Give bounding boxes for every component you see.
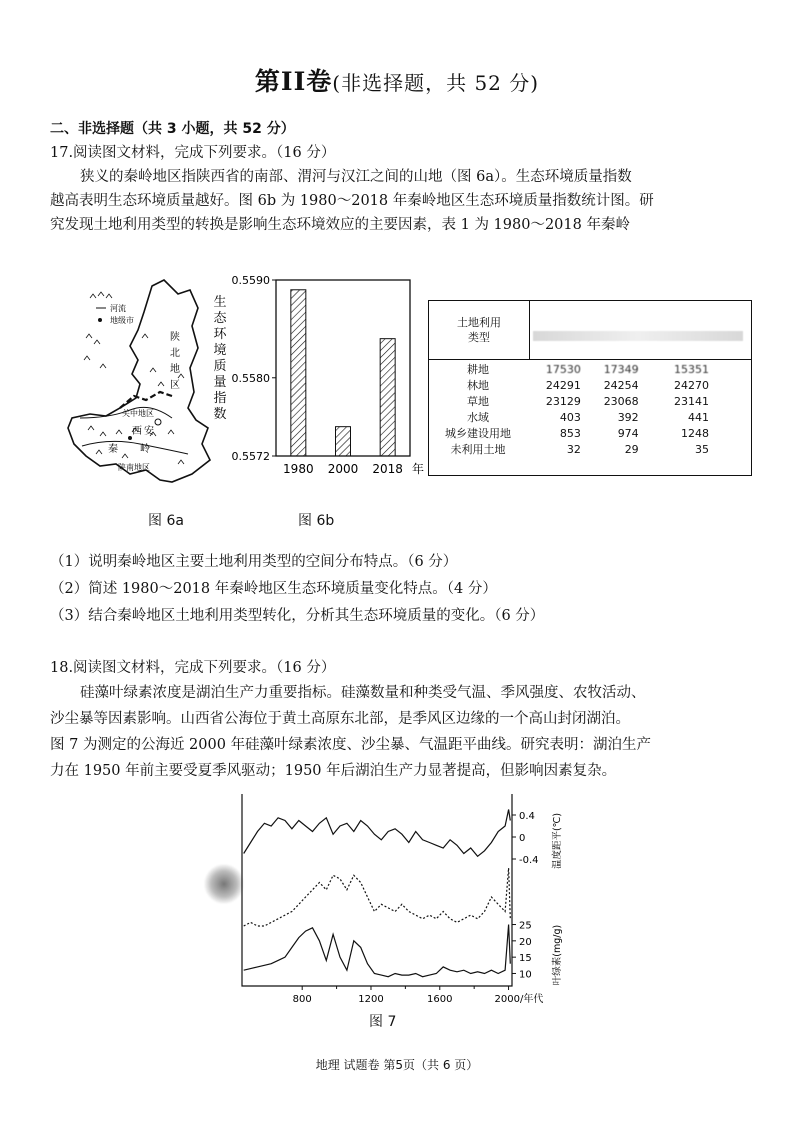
- row-value: 1248: [681, 426, 709, 440]
- map-label-xi: 西: [132, 426, 142, 437]
- q18-prompt: 18.阅读图文材料，完成下列要求。（16 分）: [50, 660, 336, 676]
- row-type: 未利用土地: [450, 443, 506, 456]
- row-value: 24291: [545, 378, 581, 392]
- q17-para-line-3: 究发现土地利用类型的转换是影响生态环境效应的主要因素，表 1 为 1980～2018 年秦岭: [50, 217, 630, 233]
- table-header-line-2: 类型: [468, 331, 490, 344]
- q17-question-3: （3）结合秦岭地区土地利用类型转化，分析其生态环境质量的变化。（6 分）: [50, 608, 545, 624]
- table-header-cell: [429, 315, 529, 345]
- x-tick-label: 2000/年代: [494, 994, 544, 1005]
- row-type: 林地: [467, 379, 489, 392]
- series-axis-title: 温度距平(℃): [552, 812, 563, 870]
- y-axis-title-char: 境: [213, 343, 227, 358]
- table-row: [429, 361, 749, 377]
- row-value: 17530: [545, 362, 581, 376]
- row-value: 403: [559, 410, 581, 424]
- mountain-symbols: [84, 292, 184, 464]
- right-axis-tick-label: 25: [519, 920, 532, 932]
- right-axis-tick-label: 0.4: [519, 811, 535, 822]
- x-tick-label: 800: [292, 994, 312, 1005]
- row-value: 35: [695, 442, 709, 456]
- map-label-di: 地: [170, 364, 180, 375]
- series-line-0: [244, 810, 511, 857]
- right-axis-tick-label: -0.4: [519, 855, 539, 866]
- map-label-qin: 秦: [108, 444, 118, 455]
- q17-prompt: 17.阅读图文材料，完成下列要求。（16 分）: [50, 145, 336, 161]
- map-label-river: 河流: [110, 304, 126, 313]
- map-label-bei: 北: [170, 348, 180, 359]
- row-value: 23141: [674, 394, 709, 408]
- y-axis-title-char: 态: [213, 311, 227, 326]
- figure-7-series: [244, 810, 511, 977]
- bar-2018: [380, 339, 395, 456]
- land-use-table-body: [429, 361, 749, 457]
- row-type: 耕地: [467, 363, 489, 376]
- y-axis-title-char: 环: [213, 327, 227, 342]
- series-line-2: [244, 925, 511, 977]
- right-axis-tick-label: 10: [519, 969, 532, 981]
- map-label-city: 地级市: [110, 316, 134, 325]
- row-value: 23068: [603, 394, 639, 408]
- right-axis-tick-label: 15: [519, 953, 532, 965]
- q17-para-line-1: 狭义的秦岭地区指陕西省的南部、渭河与汉江之间的山地（图 6a）。生态环境质量指数: [80, 169, 632, 185]
- q18-para-line-3: 图 7 为测定的公海近 2000 年硅藻叶绿素浓度、沙尘暴、气温距平曲线。研究表明：湖泊生产: [50, 737, 652, 753]
- bar-chart-bars: [291, 290, 395, 456]
- title-main: 第II卷: [254, 67, 333, 96]
- y-tick-label: 0.5580: [231, 371, 270, 385]
- figure-6a-map: [60, 268, 220, 508]
- row-value: 29: [624, 442, 639, 456]
- row-value: 392: [617, 410, 639, 424]
- map-label-shan: 陕: [170, 332, 180, 343]
- series-line-1: [244, 868, 511, 926]
- q18-para-line-4: 力在 1950 年前主要受夏季风驱动；1950 年后湖泊生产力显著提高，但影响因素复杂。: [50, 763, 617, 779]
- table-row: [429, 377, 749, 393]
- smudged-axis-label: [204, 864, 244, 904]
- right-axis-tick-label: 20: [519, 936, 532, 948]
- x-tick-label: 1980: [283, 462, 314, 476]
- table-header-line-1: 土地利用: [457, 316, 501, 329]
- y-tick-label: 0.5572: [231, 450, 270, 463]
- row-value: 23129: [545, 394, 581, 408]
- y-axis-title-char: 量: [213, 375, 227, 390]
- y-axis-title-char: 数: [213, 407, 227, 422]
- figure-6b-caption: 图 6b: [298, 513, 335, 529]
- series-axis-title: 叶绿素(mg/g): [552, 924, 563, 986]
- map-label-ling: 岭: [140, 444, 150, 455]
- page-title: [0, 62, 794, 98]
- right-axis-tick-label: 0: [519, 833, 526, 844]
- qinling-divide: [120, 392, 172, 408]
- row-value: 853: [559, 426, 581, 440]
- x-tick-label: 1600: [427, 994, 453, 1005]
- row-value: 17349: [603, 362, 639, 376]
- map-label-guanzhong: 关中地区: [122, 409, 154, 418]
- q18-para-line-1: 硅藻叶绿素浓度是湖泊生产力重要指标。硅藻数量和种类受气温、季风强度、农牧活动、: [80, 685, 646, 701]
- figure-7-axes: [242, 794, 563, 1005]
- row-value: 441: [688, 410, 709, 424]
- q17-question-2: （2）简述 1980～2018 年秦岭地区生态环境质量变化特点。（4 分）: [50, 581, 497, 597]
- x-tick-label: 2000: [327, 462, 359, 476]
- table-row: [429, 441, 749, 457]
- q17-question-1: （1）说明秦岭地区主要土地利用类型的空间分布特点。（6 分）: [50, 554, 458, 570]
- table-row: [429, 409, 749, 425]
- bar-2000: [336, 427, 351, 456]
- row-value: 974: [617, 426, 639, 440]
- row-type: 水域: [467, 411, 489, 424]
- row-value: 24270: [674, 378, 709, 392]
- table-row: [429, 393, 749, 409]
- section-heading: 二、非选择题（共 3 小题，共 52 分）: [50, 121, 295, 137]
- x-tick-label: 2018: [372, 462, 403, 476]
- q18-para-line-2: 沙尘暴等因素影响。山西省公海位于黄土高原东北部，是季风区边缘的一个高山封闭湖泊。: [50, 711, 630, 727]
- figure-7-chart: [240, 790, 580, 1030]
- row-value: 24254: [603, 378, 639, 392]
- map-label-shannan: 陕南地区: [118, 463, 150, 472]
- figure-7-caption: 图 7: [369, 1014, 397, 1030]
- land-use-table: [428, 300, 752, 476]
- x-axis-unit: 年: [412, 462, 425, 476]
- x-tick-label: 1200: [358, 994, 384, 1005]
- bar-1980: [291, 290, 306, 456]
- title-subtitle: (非选择题，共 52 分): [332, 71, 540, 95]
- shaanxi-outline: [68, 280, 210, 482]
- y-axis-title-char: 指: [213, 391, 227, 406]
- q17-para-line-2: 越高表明生态环境质量越好。图 6b 为 1980～2018 年秦岭地区生态环境质量指数统计图。研: [50, 193, 654, 209]
- row-value: 15351: [674, 362, 709, 376]
- row-type: 草地: [467, 395, 489, 408]
- row-type: 城乡建设用地: [445, 427, 511, 440]
- plot-frame: [242, 794, 512, 986]
- figure-6a-caption: 图 6a: [148, 513, 184, 529]
- figure-6b-chart: [208, 268, 426, 488]
- map-label-an: 安: [144, 426, 154, 437]
- y-axis-title-char: 生: [213, 295, 227, 310]
- table-row: [429, 425, 749, 441]
- page-footer: 地理 试题卷 第5页（共 6 页）: [315, 1058, 479, 1072]
- smudged-header-years: [533, 331, 743, 341]
- map-label-qu: 区: [170, 380, 180, 391]
- row-value: 32: [566, 442, 581, 456]
- y-axis-title-char: 质: [213, 359, 227, 374]
- y-tick-label: 0.5590: [231, 274, 270, 287]
